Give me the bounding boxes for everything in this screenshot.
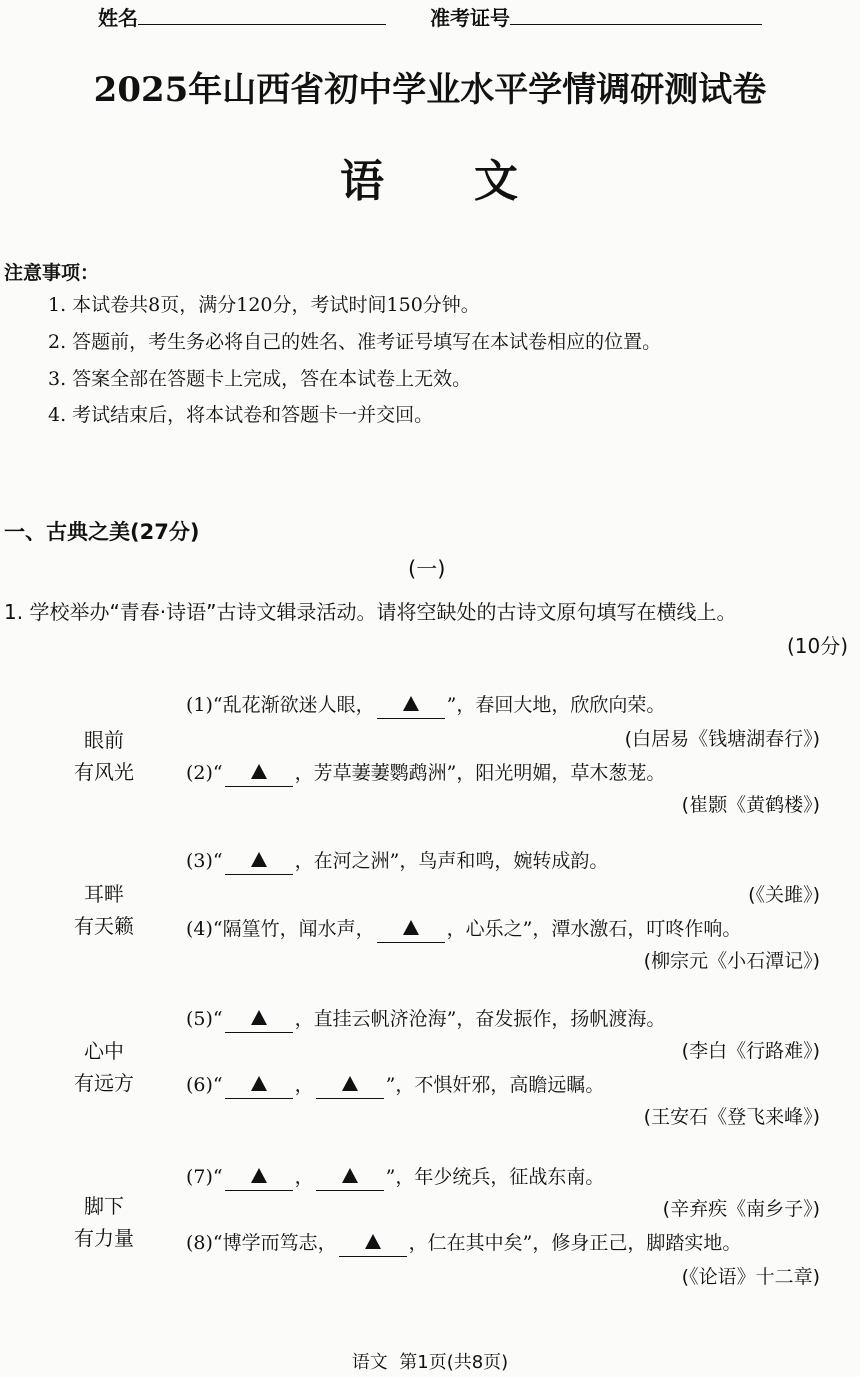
triangle-icon bbox=[251, 852, 267, 867]
item-2-source: (崔颢《黄鹤楼》) bbox=[681, 794, 820, 816]
notice-item: 4. 考试结束后，将本试卷和答题卡一并交回。 bbox=[48, 404, 434, 426]
id-label: 准考证号 bbox=[430, 6, 510, 30]
answer-blank[interactable] bbox=[225, 1168, 293, 1191]
id-line bbox=[510, 24, 762, 25]
item-8: (8)“博学而笃志， ，仁在其中矣”，修身正己，脚踏实地。 bbox=[186, 1228, 741, 1257]
page-footer: 语文 第1页(共8页) bbox=[351, 1352, 509, 1373]
answer-blank[interactable] bbox=[339, 1234, 407, 1257]
answer-blank[interactable] bbox=[225, 764, 293, 787]
answer-blank[interactable] bbox=[225, 1076, 293, 1099]
triangle-icon bbox=[365, 1234, 381, 1249]
item-5-source: (李白《行路难》) bbox=[681, 1040, 820, 1062]
answer-blank[interactable] bbox=[377, 920, 445, 943]
triangle-icon bbox=[251, 764, 267, 779]
page-title: 2025年山西省初中学业水平学情调研测试卷 bbox=[93, 70, 767, 110]
item-8-source: (《论语》十二章) bbox=[681, 1266, 820, 1288]
item-6-source: (王安石《登飞来峰》) bbox=[643, 1106, 820, 1128]
question-score: (10分) bbox=[786, 634, 848, 658]
question-text: 1. 学校举办“青春·诗语”古诗文辑录活动。请将空缺处的古诗文原句填写在横线上。 bbox=[4, 600, 737, 624]
subject-title: 语文 bbox=[340, 156, 608, 207]
triangle-icon bbox=[403, 920, 419, 935]
triangle-icon bbox=[342, 1168, 358, 1183]
triangle-icon bbox=[251, 1010, 267, 1025]
item-1: (1)“乱花渐欲迷人眼， ”，春回大地，欣欣向荣。 bbox=[186, 690, 665, 719]
item-7-source: (辛弃疾《南乡子》) bbox=[662, 1198, 820, 1220]
triangle-icon bbox=[403, 696, 419, 711]
answer-blank[interactable] bbox=[316, 1168, 384, 1191]
group-label-1: 眼前 有风光 bbox=[74, 728, 134, 784]
group-label-2: 耳畔 有天籁 bbox=[74, 882, 134, 938]
item-2: (2)“ ，芳草萋萋鹦鹉洲”，阳光明媚，草木葱茏。 bbox=[186, 758, 665, 787]
item-1-source: (白居易《钱塘湖春行》) bbox=[624, 728, 820, 750]
item-6: (6)“ ， ”，不惧奸邪，高瞻远瞩。 bbox=[186, 1070, 604, 1099]
triangle-icon bbox=[342, 1076, 358, 1091]
notice-item: 1. 本试卷共8页，满分120分，考试时间150分钟。 bbox=[48, 294, 480, 316]
item-3: (3)“ ，在河之洲”，鸟声和鸣，婉转成韵。 bbox=[186, 846, 608, 875]
item-7: (7)“ ， ”，年少统兵，征战东南。 bbox=[186, 1162, 604, 1191]
name-label: 姓名 bbox=[98, 6, 138, 30]
section-title: 一、古典之美(27分) bbox=[4, 520, 200, 544]
answer-blank[interactable] bbox=[225, 1010, 293, 1033]
triangle-icon bbox=[251, 1076, 267, 1091]
item-4: (4)“隔篁竹，闻水声， ，心乐之”，潭水激石，叮咚作响。 bbox=[186, 914, 741, 943]
notice-heading: 注意事项： bbox=[4, 262, 100, 284]
item-4-source: (柳宗元《小石潭记》) bbox=[643, 950, 820, 972]
answer-blank[interactable] bbox=[225, 852, 293, 875]
name-line bbox=[138, 24, 386, 25]
item-3-source: (《关雎》) bbox=[748, 884, 820, 906]
group-label-3: 心中 有远方 bbox=[74, 1039, 134, 1095]
name-field bbox=[98, 2, 386, 31]
id-field bbox=[430, 2, 762, 31]
answer-blank[interactable] bbox=[377, 696, 445, 719]
answer-blank[interactable] bbox=[316, 1076, 384, 1099]
part-label: (一) bbox=[408, 557, 446, 581]
item-5: (5)“ ，直挂云帆济沧海”，奋发振作，扬帆渡海。 bbox=[186, 1004, 665, 1033]
group-label-4: 脚下 有力量 bbox=[74, 1194, 134, 1250]
notice-item: 3. 答案全部在答题卡上完成，答在本试卷上无效。 bbox=[48, 368, 472, 390]
triangle-icon bbox=[251, 1168, 267, 1183]
notice-item: 2. 答题前，考生务必将自己的姓名、准考证号填写在本试卷相应的位置。 bbox=[48, 331, 662, 353]
